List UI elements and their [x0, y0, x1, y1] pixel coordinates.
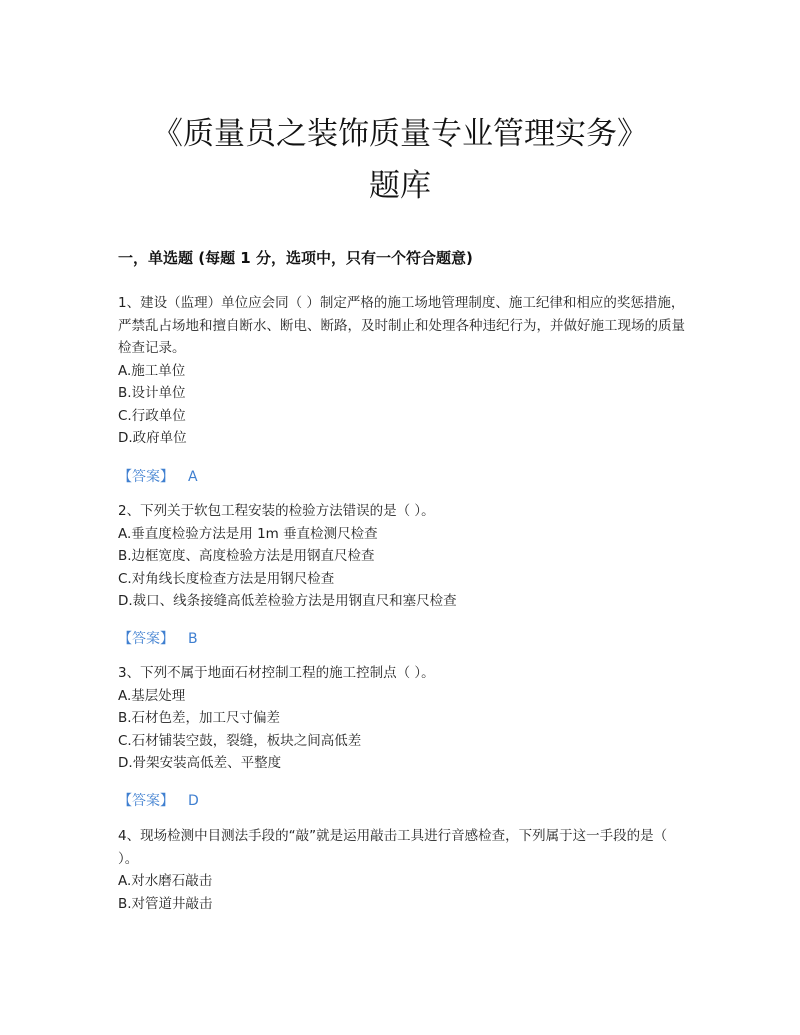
answer-value: D	[188, 793, 199, 809]
answer-label: 【答案】	[118, 469, 174, 485]
option-d: D.政府单位	[118, 430, 187, 446]
question-stem: 1、建设（监理）单位应会同（ ）制定严格的施工场地管理制度、施工纪律和相应的奖惩措施，严禁乱占场地和擅自断水、断电、断路，及时制止和处理各种违纪行为，并做好施工现场的质量检查记录。	[118, 295, 685, 356]
option-c: C.石材铺装空鼓，裂缝，板块之间高低差	[118, 732, 362, 749]
answer-label: 【答案】	[118, 631, 174, 647]
question-3	[118, 662, 688, 775]
question-stem: 4、现场检测中目测法手段的“敲”就是运用敲击工具进行音感检查，下列属于这一手段的是（ ）。	[118, 828, 668, 867]
answer-value: B	[188, 631, 198, 647]
answer-value: A	[188, 469, 198, 485]
option-d: D.裁口、线条接缝高低差检验方法是用钢直尺和塞尺检查	[118, 593, 457, 609]
option-b: B.设计单位	[118, 385, 186, 401]
title-line-2: 题库	[369, 168, 431, 204]
option-a: A.垂直度检验方法是用 1m 垂直检测尺检查	[118, 525, 378, 542]
option-a: A.对水磨石敲击	[118, 873, 213, 889]
answer-label: 【答案】	[118, 793, 174, 809]
option-b: B.石材色差，加工尺寸偏差	[118, 710, 281, 726]
document-title	[0, 108, 800, 212]
title-line-1: 《质量员之装饰质量专业管理实务》	[152, 116, 648, 152]
question-1	[118, 292, 688, 450]
question-stem: 3、下列不属于地面石材控制工程的施工控制点（ ）。	[118, 665, 435, 681]
answer-3	[118, 790, 199, 810]
question-stem: 2、下列关于软包工程安装的检验方法错误的是（ ）。	[118, 503, 435, 519]
option-c: C.对角线长度检查方法是用钢尺检查	[118, 570, 335, 587]
option-b: B.对管道井敲击	[118, 895, 213, 912]
answer-2	[118, 628, 198, 648]
option-d: D.骨架安装高低差、平整度	[118, 755, 282, 771]
question-4	[118, 825, 688, 915]
answer-1	[118, 466, 198, 486]
question-2	[118, 500, 688, 613]
option-a: A.施工单位	[118, 362, 186, 379]
option-c: C.行政单位	[118, 407, 186, 424]
option-a: A.基层处理	[118, 687, 186, 704]
section-heading: 一，单选题 (每题 1 分，选项中，只有一个符合题意)	[118, 249, 473, 267]
option-b: B.边框宽度、高度检验方法是用钢直尺检查	[118, 548, 375, 564]
